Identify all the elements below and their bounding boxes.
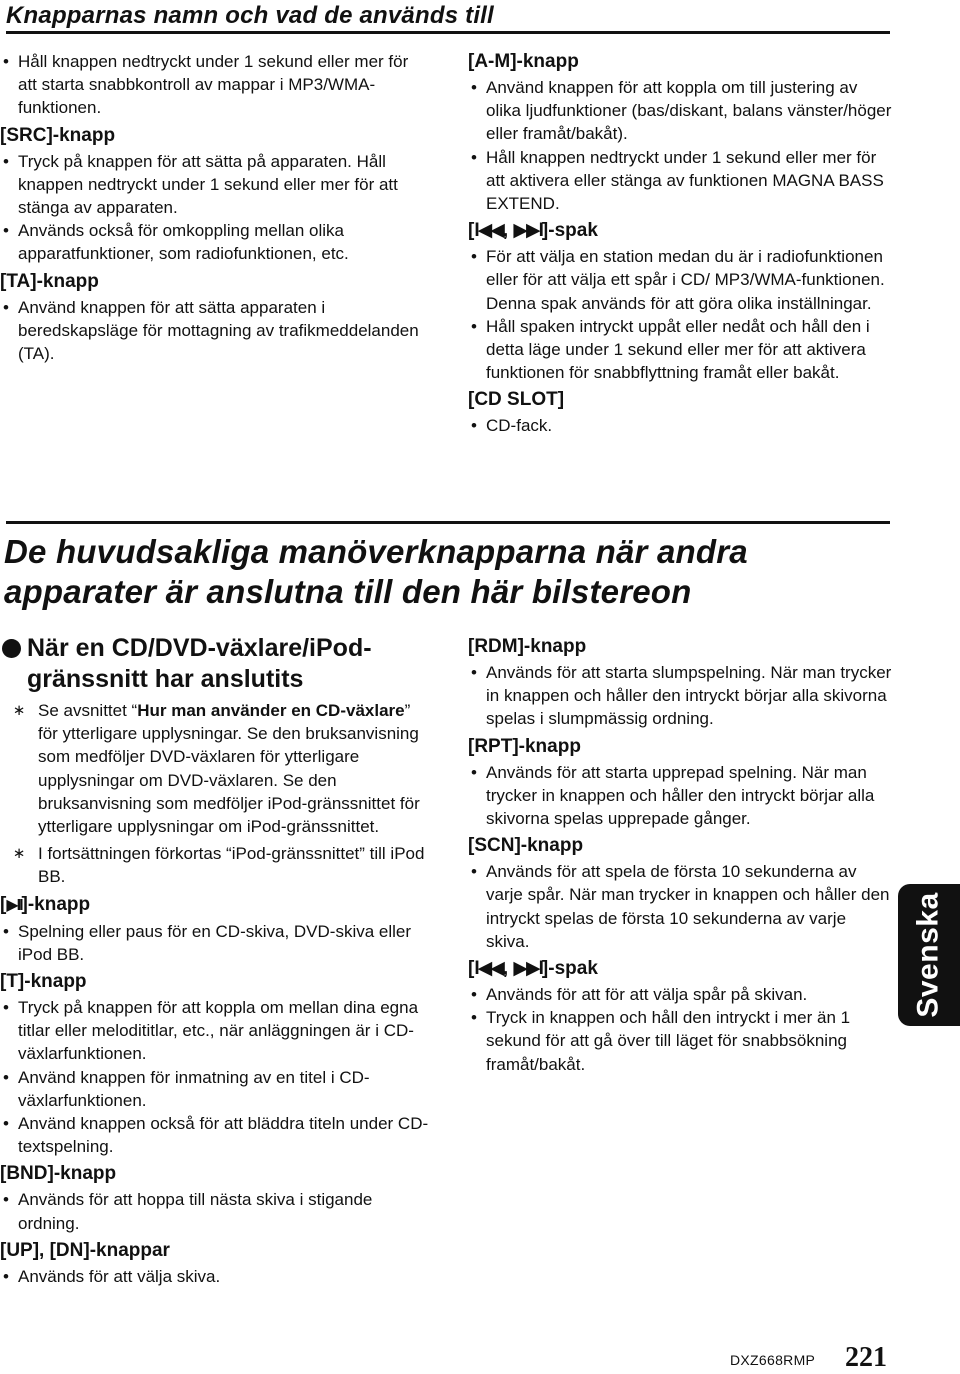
item-text: Håll spaken intryckt uppåt eller nedåt och håll den i detta läge under 1 sekund eller mer för att aktivera funktionen för snabbflyttning framåt eller bakåt. <box>486 316 870 383</box>
bullet: • <box>3 221 9 241</box>
list-item <box>468 245 893 315</box>
bullet: • <box>471 1008 477 1028</box>
bullet: • <box>471 147 477 167</box>
changer-subheading <box>0 633 430 695</box>
top-right-column <box>468 50 893 438</box>
title-rule <box>6 31 890 34</box>
list-item <box>0 150 420 220</box>
bullet: • <box>3 297 9 317</box>
asterisk-icon: ∗ <box>12 702 26 719</box>
note-item <box>0 699 430 838</box>
bullet: • <box>3 1190 9 1210</box>
item-text: Använd knappen också för att bläddra titeln under CD-textspelning. <box>18 1114 429 1157</box>
list-item <box>468 983 893 1006</box>
list-item <box>468 761 893 831</box>
next-track-icon: ▶▶I <box>513 958 542 980</box>
previous-track-icon: I◀◀ <box>474 958 503 980</box>
cd-slot-heading: [CD SLOT] <box>468 389 565 411</box>
item-text: Används för att välja skiva. <box>18 1266 221 1286</box>
item-text: Håll knappen nedtryckt under 1 sekund eller mer för att aktivera eller stänga av funktionen MAGNA BASS EXTEND. <box>486 147 884 214</box>
item-text: Spelning eller paus för en CD-skiva, DVD-skiva eller iPod BB. <box>18 921 412 964</box>
bullet: • <box>3 1266 9 1286</box>
page-number: 221 <box>845 1342 887 1373</box>
play-pause-heading: [▶II]-knapp <box>0 893 91 915</box>
bnd-heading: [BND]-knapp <box>0 1163 117 1185</box>
main-title-rule <box>6 521 890 524</box>
list-item <box>0 996 430 1066</box>
list-item <box>468 661 893 731</box>
model-number: DXZ668RMP <box>730 1352 816 1368</box>
language-tab-label: Svenska <box>912 892 946 1018</box>
bullet: • <box>3 921 9 941</box>
list-item <box>0 920 430 966</box>
item-text: Håll knappen nedtryckt under 1 sekund eller mer för att starta snabbkontroll av mappar i MP3/WMA-funktionen. <box>18 52 409 118</box>
section-title: Knapparnas namn och vad de används till <box>6 2 494 29</box>
up-dn-heading: [UP], [DN]-knappar <box>0 1239 170 1261</box>
list-item <box>0 50 420 120</box>
bullet: • <box>471 862 477 882</box>
list-item <box>0 1265 430 1288</box>
previous-track-icon: I◀◀ <box>474 220 503 242</box>
list-item <box>0 219 420 265</box>
bullet: • <box>3 1114 9 1134</box>
item-text: Tryck in knappen och håll den intryckt i mer än 1 sekund för att gå över till läget för snabbsökning framåt/bakåt. <box>486 1008 851 1074</box>
bullet: • <box>471 663 477 682</box>
top-left-column <box>0 50 420 365</box>
item-text: Tryck på knappen för att sätta på apparaten. Håll knappen nedtryckt under 1 sekund eller mer för att stänga av apparaten. <box>18 151 398 218</box>
play-pause-icon: ▶II <box>6 896 22 914</box>
list-item <box>0 1188 430 1234</box>
item-text: Använd knappen för att sätta apparaten i beredskapsläge för mottagning av trafikmeddelanden (TA). <box>18 297 419 364</box>
list-item <box>468 315 893 385</box>
item-text: Används för att hoppa till nästa skiva i stigande ordning. <box>18 1190 373 1233</box>
list-item <box>468 146 893 216</box>
item-text: Använd knappen för inmatning av en titel i CD-växlarfunktionen. <box>18 1067 370 1110</box>
note-text: I fortsättningen förkortas “iPod-gränssnittet” till iPod BB. <box>38 844 425 887</box>
asterisk-icon: ∗ <box>12 845 26 863</box>
bottom-left-column <box>0 633 430 1288</box>
scn-heading: [SCN]-knapp <box>468 835 584 857</box>
am-heading: [A-M]-knapp <box>468 51 579 72</box>
list-item <box>0 1112 430 1158</box>
src-heading: [SRC]-knapp <box>0 124 116 146</box>
ta-heading: [TA]-knapp <box>0 270 99 292</box>
item-text: Används för att för att välja spår på skivan. <box>486 985 808 1005</box>
language-tab <box>898 884 960 1026</box>
list-item <box>0 1066 430 1112</box>
item-text: Tryck på knappen för att koppla om mellan dina egna titlar eller melodititlar, etc., när anläggningen är i CD-växlarfunktionen. <box>18 998 419 1064</box>
main-title <box>4 532 748 612</box>
item-text: Används för att starta slumpspelning. När man trycker in knappen och håller den intryckt börjar alla skivorna spelas i slumpmässig ordning. <box>486 663 892 729</box>
bullet: • <box>3 998 9 1018</box>
item-text: Används för att starta upprepad spelning. När man trycker in knappen och håller den intryckt börjar alla skivorna spelas upprepade gånger. <box>486 762 875 829</box>
main-title-line1: De huvudsakliga manöverknapparna när andra <box>4 533 748 570</box>
item-text: CD-fack. <box>486 416 553 436</box>
note-text: Se avsnittet “Hur man använder en CD-växlare” för ytterligare upplysningar. Se den bruksanvisning som medföljer DVD-växlaren för ytterligare upplysningar om DVD-växlaren. Se den bruksanvisning som medföljer iPod-gränssnittet för ytterligare upplysningar om iPod-gränssnittet. <box>38 701 420 837</box>
item-text: Används också för omkoppling mellan olika apparatfunktioner, som radiofunktionen, etc. <box>18 221 349 264</box>
track-lever-heading: [I◀◀, ▶▶I]-spak <box>468 958 598 980</box>
rdm-heading: [RDM]-knapp <box>468 636 587 657</box>
list-item <box>468 76 893 146</box>
bullet: • <box>3 151 9 171</box>
list-item <box>468 860 893 953</box>
list-item <box>0 296 420 366</box>
bullet: • <box>3 52 9 71</box>
lever-heading: [I◀◀, ▶▶I]-spak <box>468 220 598 242</box>
bullet-dot-icon <box>2 639 21 658</box>
note-item <box>0 842 430 888</box>
next-track-icon: ▶▶I <box>513 220 542 242</box>
changer-subheading-text: När en CD/DVD-växlare/iPod-gränssnitt har anslutits <box>27 634 372 693</box>
bullet: • <box>3 1067 9 1087</box>
list-item <box>468 414 893 437</box>
bullet: • <box>471 316 477 336</box>
item-text: För att välja en station medan du är i radiofunktionen eller för att välja ett spår i CD/ MP3/WMA-funktionen. Denna spak används för att göra olika inställningar. <box>486 247 885 313</box>
bullet: • <box>471 78 477 97</box>
bullet: • <box>471 762 477 782</box>
rpt-heading: [RPT]-knapp <box>468 735 581 757</box>
item-text: Använd knappen för att koppla om till justering av olika ljudfunktioner (bas/diskant, balans vänster/höger eller framåt/bakåt). <box>486 78 892 144</box>
bullet: • <box>471 416 477 436</box>
item-text: Används för att spela de första 10 sekunderna av varje spår. När man trycker in knappen och håller den intryckt spelas de första 10 sekunderna av varje skiva. <box>486 862 890 951</box>
bottom-right-column <box>468 633 893 1076</box>
main-title-line2: apparater är anslutna till den här bilstereon <box>4 573 692 610</box>
bullet: • <box>471 985 477 1005</box>
bullet: • <box>471 247 477 267</box>
list-item <box>468 1006 893 1076</box>
t-heading: [T]-knapp <box>0 971 87 993</box>
